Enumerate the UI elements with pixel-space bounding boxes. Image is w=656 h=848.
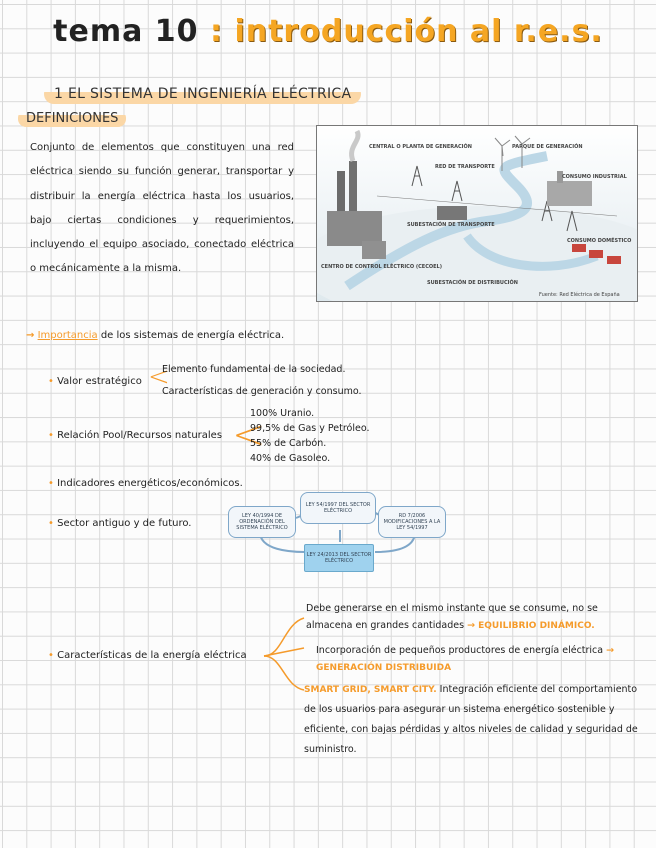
caracteristica-3 bbox=[304, 680, 640, 760]
relacion-item-3: 55% de Carbón. bbox=[250, 438, 327, 449]
sector bbox=[48, 518, 191, 529]
definition-paragraph: Conjunto de elementos que constituyen una red eléctrica siendo su función generar, transportar y distribuir la energía eléctrica hasta los usuarios, bajo ciertas condiciones y requerimientos, incluyendo el equipo asociado, conectado eléctrica o mecánicamente a la misma. bbox=[30, 142, 294, 275]
title-part2: introducción al r.e.s. bbox=[234, 14, 603, 49]
caracteristica-2-text: Incorporación de pequeños productores de energía eléctrica bbox=[316, 645, 604, 656]
brace-icon: < bbox=[232, 412, 266, 458]
title-part1: tema 10 bbox=[53, 14, 199, 49]
plant-building bbox=[327, 211, 382, 246]
relacion-label bbox=[48, 430, 222, 441]
label-sub-trans: SUBESTACIÓN DE TRANSPORTE bbox=[407, 222, 495, 228]
label-sub-dist: SUBESTACIÓN DE DISTRIBUCIÓN bbox=[427, 280, 518, 286]
illustration-svg bbox=[317, 126, 637, 301]
caracteristicas-label bbox=[48, 650, 247, 661]
electrical-system-illustration bbox=[316, 125, 638, 302]
relacion-item-1: 100% Uranio. bbox=[250, 408, 315, 419]
substation bbox=[437, 206, 467, 220]
label-consumo-dom: CONSUMO DOMÉSTICO bbox=[567, 238, 632, 244]
label-red: RED DE TRANSPORTE bbox=[435, 164, 495, 170]
generacion-distribuida: GENERACIÓN DISTRIBUIDA bbox=[316, 663, 452, 673]
label-fuente: Fuente: Red Eléctrica de España bbox=[539, 292, 620, 298]
section-heading: 1 EL SISTEMA DE INGENIERÍA ELÉCTRICA bbox=[44, 84, 361, 104]
bullet-icon: • bbox=[48, 478, 54, 489]
law-24-2013: LEY 24/2013 DEL SECTOR ELÉCTRICO bbox=[304, 544, 374, 572]
caracteristica-2 bbox=[316, 642, 642, 677]
label-centro: CENTRO DE CONTROL ELÉCTRICO (CECOEL) bbox=[321, 264, 443, 270]
label-central: CENTRAL O PLANTA DE GENERACIÓN bbox=[369, 144, 472, 150]
caracteristica-1-text: Debe generarse en el mismo instante que se consume, no se almacena en grandes cantidades bbox=[306, 603, 598, 631]
valor-item-2: Características de generación y consumo. bbox=[162, 386, 362, 397]
label-parque: PARQUE DE GENERACIÓN bbox=[512, 144, 583, 150]
valor-text: Valor estratégico bbox=[57, 376, 142, 387]
relacion-text: Relación Pool/Recursos naturales bbox=[57, 430, 223, 441]
importancia-keyword: Importancia bbox=[37, 330, 98, 341]
sector-text: Sector antiguo y de futuro. bbox=[57, 518, 192, 529]
label-consumo-ind: CONSUMO INDUSTRIAL bbox=[562, 174, 627, 180]
indicadores bbox=[48, 478, 243, 489]
title-colon: : bbox=[198, 14, 235, 49]
control-center bbox=[362, 241, 386, 259]
page-title bbox=[0, 14, 656, 49]
caracteristicas-text: Características de la energía eléctrica bbox=[57, 650, 247, 661]
bullet-icon: • bbox=[48, 430, 54, 441]
caracteristica-3-text: Integración eficiente del comportamiento de los usuarios para asegurar un sistema energético sostenible y eficiente, con bajas pérdidas y altos niveles de calidad y seguridad de suministro. bbox=[304, 684, 638, 755]
smart-grid: SMART GRID, SMART CITY. bbox=[304, 685, 437, 695]
equilibrio-dinamico: EQUILIBRIO DINÁMICO. bbox=[478, 621, 595, 631]
arrow-icon: → bbox=[606, 645, 615, 656]
relacion-item-2: 99,5% de Gas y Petróleo. bbox=[250, 423, 370, 434]
arrow-icon: → bbox=[26, 330, 35, 341]
bullet-icon: • bbox=[48, 650, 54, 661]
importancia-text: de los sistemas de energía eléctrica. bbox=[100, 330, 285, 341]
law-rd-7-2006: RD 7/2006 MODIFICACIONES A LA LEY 54/1997 bbox=[378, 506, 446, 538]
valor-item-1: Elemento fundamental de la sociedad. bbox=[162, 364, 346, 375]
bullet-icon: • bbox=[48, 518, 54, 529]
law-40-1994: LEY 40/1994 DE ORDENACIÓN DEL SISTEMA ELÉCTRICO bbox=[228, 506, 296, 538]
valor-label bbox=[48, 376, 142, 387]
law-54-1997: LEY 54/1997 DEL SECTOR ELÉCTRICO bbox=[300, 492, 376, 524]
importancia-line bbox=[26, 330, 284, 341]
relacion-item-4: 40% de Gasoleo. bbox=[250, 453, 331, 464]
industry bbox=[547, 181, 592, 206]
bullet-icon: • bbox=[48, 376, 54, 387]
definitions-heading: DEFINICIONES bbox=[18, 110, 126, 127]
indicadores-text: Indicadores energéticos/económicos. bbox=[57, 478, 243, 489]
arrow-icon: → bbox=[467, 620, 476, 631]
caracteristica-1 bbox=[306, 600, 646, 635]
brace-icon: < bbox=[148, 362, 170, 392]
